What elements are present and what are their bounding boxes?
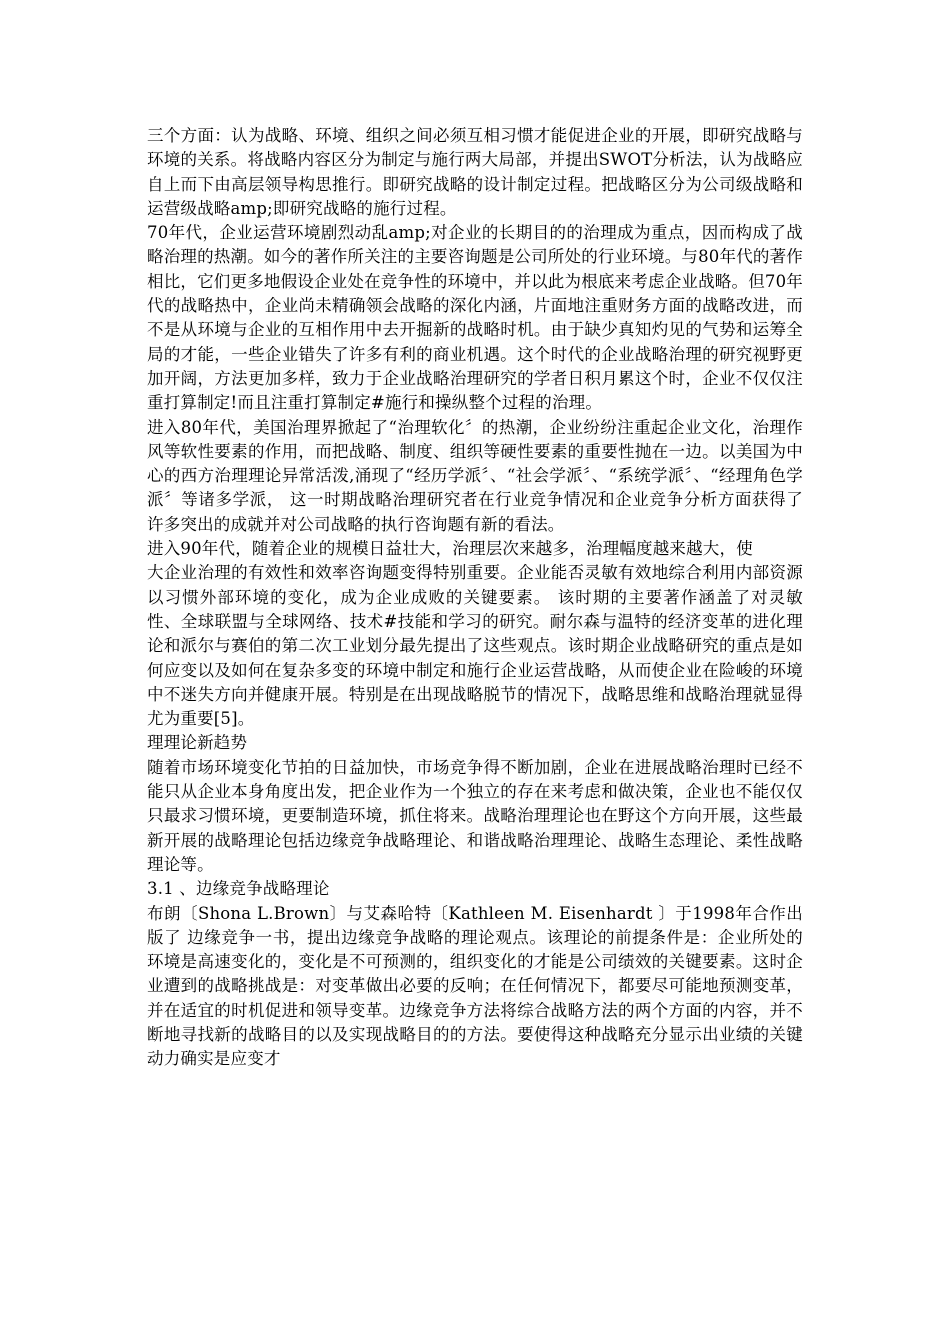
paragraph-new-trends: 随着市场环境变化节拍的日益加快，市场竞争得不断加剧，企业在进展战略治理时已经不能只从企业本身角度出发，把企业作为一个独立的存在来考虑和做决策，企业也不能仅仅只最求习惯环境，更要制造环境，抓住将来。战略治理理论也在野这个方向开展，这些最新开展的战略理论包括边缘竞争战略理论、和谐战略治理理论、战略生态理论、柔性战略理论等。 (147, 757, 803, 874)
paragraph-edge-competition: 布朗〔Shona L.Brown〕与艾森哈特〔Kathleen M. Eisenhardt 〕于1998年合作出版了 边缘竞争一书，提出边缘竞争战略的理论观点。该理论的前提条件是：企业所处的环境是高速变化的，变化是不可预测的，组织变化的才能是公司绩效的关键要素。这时企业遭到的战略挑战是：对变革做出必要的反响；在任何情况下，都要尽可能地预测变革，并在适宜的时机促进和领导变革。边缘竞争方法将综合战略方法的两个方面的内容，并不断地寻找新的战略目的以及实现战略目的的方法。要使得这种战略充分显示出业绩的关键动力确实是应变才 (147, 903, 803, 1069)
paragraph-1980s: 进入80年代，美国治理界掀起了“治理软化〞的热潮，企业纷纷注重起企业文化，治理作风等软性要素的作用，而把战略、制度、组织等硬性要素的重要性抛在一边。以美国为中心的西方治理理论异常活泼,涌现了“经历学派〞、“社会学派〞、“系统学派〞、“经理角色学派〞等诸多学派， 这一时期战略治理研究者在行业竞争情况和企业竞争分析方面获得了许多突出的成就并对公司战略的执行咨询题有新的看法。 (147, 417, 803, 534)
section-heading-3-1: 3.1 、边缘竞争战略理论 (147, 879, 330, 899)
section-heading-new-trends: 理理论新趋势 (147, 733, 248, 753)
document-body (147, 124, 803, 1072)
paragraph-1990s-body: 大企业治理的有效性和效率咨询题变得特别重要。企业能否灵敏有效地综合利用内部资源以习惯外部环境的变化，成为企业成败的关键要素。 该时期的主要著作涵盖了对灵敏性、全球联盟与全球网络、技术#技能和学习的研究。耐尔森与温特的经济变革的进化理论和派尔与赛伯的第二次工业划分最先提出了这些观点。该时期企业战略研究的重点是如何应变以及如何在复杂多变的环境中制定和施行企业运营战略，从而使企业在险峻的环境中不迷失方向并健康开展。特别是在出现战略脱节的情况下，战略思维和战略治理就显得尤为重要[5]。 (147, 563, 803, 729)
paragraph-1990s-intro: 进入90年代，随着企业的规模日益壮大，治理层次来越多，治理幅度越来越大，使 (147, 539, 753, 559)
paragraph-strategy-three-aspects: 三个方面：认为战略、环境、组织之间必须互相习惯才能促进企业的开展，即研究战略与环境的关系。将战略内容区分为制定与施行两大局部，并提出SWOT分析法，认为战略应自上而下由高层领导构思推行。即研究战略的设计制定过程。把战略区分为公司级战略和运营级战略amp;即研究战略的施行过程。 (147, 126, 803, 218)
paragraph-1970s: 70年代，企业运营环境剧烈动乱amp;对企业的长期目的的治理成为重点，因而构成了战略治理的热潮。如今的著作所关注的主要咨询题是公司所处的行业环境。与80年代的著作相比，它们更多地假设企业处在竞争性的环境中，并以此为根底来考虑企业战略。但70年代的战略热中，企业尚未精确领会战略的深化内涵，片面地注重财务方面的战略改进，而不是从环境与企业的互相作用中去开掘新的战略时机。由于缺少真知灼见的气势和运筹全局的才能，一些企业错失了许多有利的商业机遇。这个时代的企业战略治理的研究视野更加开阔，方法更加多样，致力于企业战略治理研究的学者日积月累这个时，企业不仅仅注重打算制定!而且注重打算制定#施行和操纵整个过程的治理。 (147, 223, 803, 413)
